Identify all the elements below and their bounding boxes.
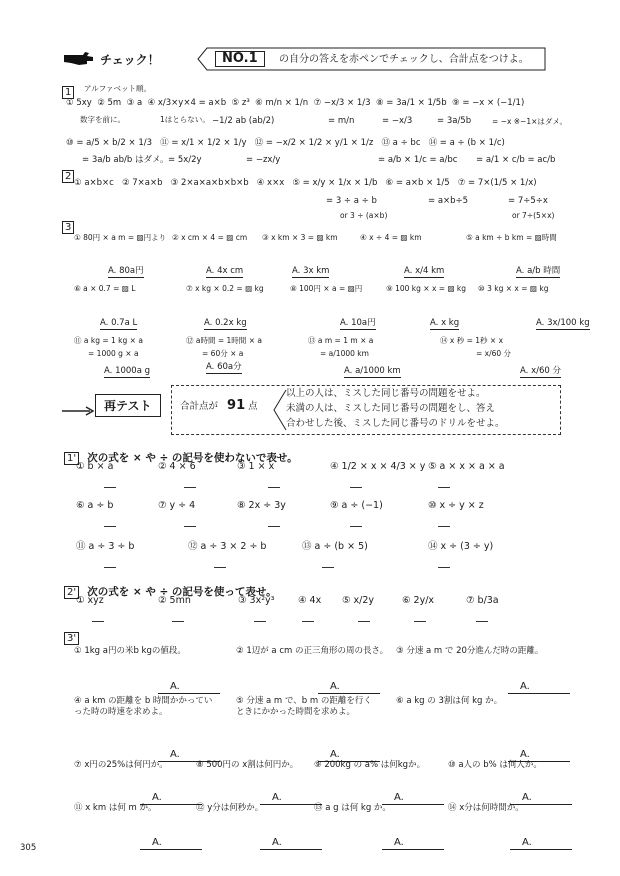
q2-blank-6[interactable] (414, 620, 426, 622)
q3-i6: ⑥ a kg の 3割は何 kg か。 (396, 696, 503, 706)
q1-r2-blank-5[interactable] (438, 525, 450, 527)
s1-r1-sub-1: −1/2 ab (ab/2) (212, 116, 275, 126)
q1-r1-blank-5[interactable] (438, 486, 450, 488)
q1-r2-blank-2[interactable] (184, 525, 196, 527)
s3-a5: A. a/b 時間 (516, 266, 560, 278)
q3-ans-10[interactable] (510, 785, 572, 805)
s3-a12: A. 60a分 (206, 362, 242, 374)
q1-r1-i1: ① b × a (76, 461, 114, 472)
s1-r1-i8: ⑧ = 3a/1 × 1/5b (375, 98, 447, 108)
s3-a7: A. 0.2x kg (204, 318, 247, 330)
q3-i5: ⑤ 分速 a m で、b m の距離を行く ときにかかった時間を求めよ。 (236, 696, 372, 718)
retest-label: 再テスト (95, 394, 161, 417)
q2-i7: ⑦ b/3a (466, 595, 499, 606)
s1-r1-sub-4: = 3a/5b (437, 116, 472, 126)
s3-i5: ⑤ a km ÷ b km = ▨時間 (466, 233, 557, 242)
s3-a8: A. 10a円 (340, 318, 376, 330)
s1-r1-i2: ② 5m (97, 98, 122, 108)
s1-r2-i3: ⑫ = −x/2 × 1/2 × y/1 × 1/z (254, 138, 374, 148)
q1-r2-i5: ⑩ x ÷ y × z (428, 500, 484, 511)
q3-i1: ① 1kg a円の米b kgの値段。 (74, 646, 186, 656)
q3-ans-11[interactable] (140, 830, 202, 850)
s3-i7: ⑦ x kg × 0.2 = ▨ kg (186, 284, 264, 293)
s3-a13: A. a/1000 km (344, 366, 401, 378)
s1-r2-i5: ⑭ = a ÷ (b × 1/c) (428, 138, 505, 148)
s3-a9: A. x kg (430, 318, 459, 330)
q1-r1-blank-3[interactable] (268, 486, 280, 488)
q2-i1: ① xyz (76, 595, 104, 606)
q3-ans-8[interactable] (260, 785, 322, 805)
q3-ans-5-prefix: A. (330, 749, 340, 760)
header-arrow-box (197, 47, 547, 71)
q1-r3-i2: ⑫ a ÷ 3 × 2 ÷ b (188, 541, 267, 552)
s3-a6: A. 0.7a L (100, 318, 137, 330)
section-2-number: 2 (62, 170, 74, 183)
score-unit: 点 (248, 401, 258, 412)
s2-sub-1: = 3 ÷ a ÷ b (326, 196, 377, 206)
q3-ans-6[interactable] (508, 742, 570, 762)
retest-line-2: 未満の人は、ミスした同じ番号の問題をし、答え (286, 403, 496, 414)
retest-line-1: 以上の人は、ミスした同じ番号の問題をせよ。 (286, 388, 486, 399)
s3-a1: A. 80a円 (108, 266, 144, 278)
s1-r2-sub-3: = −zx/y (246, 155, 281, 165)
s2-sub2-1: or 3 ÷ (a×b) (340, 211, 388, 220)
q3-i3: ③ 分速 a m で 20分進んだ時の距離。 (396, 646, 544, 656)
s1-r1-sub-3: = −x/3 (382, 116, 413, 126)
q3-ans-11-prefix: A. (152, 837, 162, 848)
q2-blank-2[interactable] (172, 620, 184, 622)
q1-r3-i1: ⑪ a ÷ 3 ÷ b (76, 541, 135, 552)
q3-ans-7-prefix: A. (152, 792, 162, 803)
retest-line-3: 合わせした後、ミスした同じ番号のドリルをせよ。 (286, 418, 505, 429)
s3-i12: ⑫ a時間 = 1時間 × a (186, 336, 262, 345)
s2-i4: ④ x×x (256, 178, 285, 188)
s3-i11: ⑪ a kg = 1 kg × a (74, 336, 143, 345)
q3-i13: ⑬ a g は何 kg か。 (314, 803, 391, 813)
q1-r3-blank-1[interactable] (104, 566, 116, 568)
s1-r2-sub-2: = 5x/2y (168, 155, 202, 165)
q1-r1-blank-2[interactable] (184, 486, 196, 488)
section-1-row-2 (66, 138, 505, 149)
q1-r2-i1: ⑥ a ÷ b (76, 500, 114, 511)
note-digits-first: 数字を前に。 (80, 115, 125, 124)
s1-r1-i3: ③ a (126, 98, 143, 108)
s3-a3: A. 3x km (292, 266, 329, 278)
s3-i10: ⑩ 3 kg × x = ▨ kg (478, 284, 549, 293)
score-text (180, 398, 258, 415)
q1-r2-blank-4[interactable] (350, 525, 362, 527)
q3-i10: ⑩ a人の b% は何人か。 (448, 760, 542, 770)
q3-ans-2-prefix: A. (330, 681, 340, 692)
s3-i2: ② x cm × 4 = ▨ cm (172, 233, 248, 242)
q1-r2-blank-1[interactable] (104, 525, 116, 527)
q3-ans-8-prefix: A. (272, 792, 282, 803)
s2-sub-2: = a×b÷5 (428, 196, 469, 206)
q1-r3-blank-3[interactable] (322, 566, 334, 568)
q1-r3-blank-4[interactable] (438, 566, 450, 568)
q3-i12: ⑫ y分は何秒か。 (196, 803, 264, 813)
retest-arrow (62, 401, 94, 420)
q3-ans-1-prefix: A. (170, 681, 180, 692)
q1-r2-i2: ⑦ y ÷ 4 (158, 500, 196, 511)
s1-r2-sub-4: = a/b × 1/c = a/bc (378, 155, 458, 165)
q3-ans-9[interactable] (382, 785, 444, 805)
q2-i6: ⑥ 2y/x (402, 595, 435, 606)
s3-a10: A. 3x/100 kg (536, 318, 590, 330)
q1-r1-i4: ④ 1/2 × x × 4/3 × y (330, 461, 426, 472)
q3-ans-1[interactable] (158, 674, 220, 694)
q2-blank-1[interactable] (92, 620, 104, 622)
s3-i1: ① 80円 × a m = ▨円より (74, 233, 167, 242)
s1-r1-i7: ⑦ −x/3 × 1/3 (313, 98, 371, 108)
s2-i5: ⑤ = x/y × 1/x × 1/b (292, 178, 378, 188)
q2-i3: ③ 3x²y³ (238, 595, 275, 606)
s3-sub14: = x/60 分 (476, 349, 512, 358)
q1-r1-blank-1[interactable] (104, 486, 116, 488)
q3-ans-13-prefix: A. (394, 837, 404, 848)
q3-i9: ⑨ 200kg の a% は何kgか。 (314, 760, 426, 770)
q3-ans-6-prefix: A. (520, 749, 530, 760)
section-1-number: 1 (62, 86, 74, 99)
q3-i7: ⑦ x円の25%は何円か。 (74, 760, 168, 770)
s1-r2-i4: ⑬ a ÷ bc (381, 138, 421, 148)
s1-r1-sub-5: = −x ※−1×はダメ。 (492, 117, 567, 126)
s1-r1-i9: ⑨ = −x × (−1/1) (452, 98, 525, 108)
s1-r1-sub-2: = m/n (328, 116, 355, 126)
q2-blank-3[interactable] (254, 620, 266, 622)
note-no-one: 1はとらない。 (160, 115, 210, 124)
s1-r2-i2: ⑪ = x/1 × 1/2 × 1/y (160, 138, 247, 148)
q1-r1-i5: ⑤ a × x × a × a (428, 461, 505, 472)
s3-sub12: = 60分 × a (202, 349, 244, 358)
s3-sub11: = 1000 g × a (88, 349, 139, 358)
s3-sub13: = a/1000 km (320, 349, 369, 358)
s3-i3: ③ x km × 3 = ▨ km (262, 233, 338, 242)
q3-ans-7[interactable] (140, 785, 202, 805)
page-number: 305 (20, 843, 37, 853)
retest-box (171, 385, 561, 435)
q2-blank-5[interactable] (358, 620, 370, 622)
q1-r3-i4: ⑭ x ÷ (3 ÷ y) (428, 541, 494, 552)
q3-i2: ② 1辺が a cm の正三角形の周の長さ。 (236, 646, 389, 656)
check-label: チェック！ (100, 53, 160, 67)
q3-ans-10-prefix: A. (522, 792, 532, 803)
q1-r3-i3: ⑬ a ÷ (b × 5) (302, 541, 368, 552)
score-value: 91 (227, 398, 246, 413)
s3-i9: ⑨ 100 kg × x = ▨ kg (386, 284, 467, 293)
q3-ans-4[interactable] (158, 742, 220, 762)
q2-title: 次の式を × や ÷ の記号を使って表せ。 (87, 586, 277, 598)
s1-r1-i4: ④ x/3×y×4 = a×b (147, 98, 227, 108)
q3-ans-13[interactable] (382, 830, 444, 850)
q1-r1-i3: ③ 1 × x (237, 461, 275, 472)
q2-i2: ② 5mn (158, 595, 191, 606)
q3-ans-12-prefix: A. (272, 837, 282, 848)
q3-ans-5[interactable] (318, 742, 380, 762)
s1-r1-i1: ① 5xy (66, 98, 92, 108)
q3-ans-2[interactable] (318, 674, 380, 694)
q2-i5: ⑤ x/2y (342, 595, 375, 606)
q1-r2-blank-3[interactable] (268, 525, 280, 527)
s3-i14: ⑭ x 秒 = 1秒 × x (440, 336, 504, 345)
q3-ans-3[interactable] (508, 674, 570, 694)
s2-i7: ⑦ = 7×(1/5 × 1/x) (457, 178, 537, 188)
q3-i14: ⑭ x分は何時間か。 (448, 803, 524, 813)
q1-r2-i3: ⑧ 2x ÷ 3y (237, 500, 286, 511)
s3-a14: A. x/60 分 (520, 366, 561, 378)
q3-ans-9-prefix: A. (394, 792, 404, 803)
s2-i3: ③ 2×a×a×b×b×b (170, 178, 249, 188)
s2-sub2-2: or 7÷(5×x) (512, 211, 555, 220)
s3-i13: ⑬ a m = 1 m × a (308, 336, 374, 345)
q3-ans-3-prefix: A. (520, 681, 530, 692)
header-instruction: の自分の答えを赤ペンでチェックし、合計点をつけよ。 (279, 54, 529, 65)
q1-number: 1' (64, 452, 79, 465)
q1-r2-i4: ⑨ a ÷ (−1) (330, 500, 383, 511)
s3-i6: ⑥ a × 0.7 = ▨ L (74, 284, 136, 293)
s2-i6: ⑥ = a×b × 1/5 (385, 178, 450, 188)
q2-i4: ④ 4x (298, 595, 322, 606)
score-prefix: 合計点が (180, 401, 219, 412)
q1-r1-blank-4[interactable] (350, 486, 362, 488)
q1-r3-blank-2[interactable] (214, 566, 226, 568)
q3-i11: ⑪ x km は何 m か。 (74, 803, 157, 813)
pointing-hand-icon (63, 51, 95, 71)
q2-blank-4[interactable] (302, 620, 314, 622)
s3-a4: A. x/4 km (404, 266, 444, 278)
section-1-row-1 (66, 98, 524, 109)
s1-r1-i6: ⑥ m/n × 1/n (255, 98, 309, 108)
s2-i1: ① a×b×c (74, 178, 114, 188)
q3-ans-14[interactable] (510, 830, 572, 850)
q3-ans-12[interactable] (260, 830, 322, 850)
s3-a11: A. 1000a g (104, 366, 150, 378)
s1-r2-i1: ⑩ = a/5 × b/2 × 1/3 (66, 138, 153, 148)
section-2-row-1 (74, 178, 537, 189)
no-label: NO.1 (215, 51, 265, 67)
s3-a2: A. 4x cm (206, 266, 243, 278)
q2-blank-7[interactable] (476, 620, 488, 622)
s2-i2: ② 7×a×b (121, 178, 163, 188)
q1-r1-i2: ② 4 × 6 (158, 461, 196, 472)
q3-ans-14-prefix: A. (522, 837, 532, 848)
q2-number: 2' (64, 586, 79, 599)
s1-r2-sub-5: = a/1 × c/b = ac/b (476, 155, 556, 165)
q3-i4: ④ a km の距離を b 時間かかってい った時の時速を求めよ。 (74, 696, 213, 718)
q3-ans-4-prefix: A. (170, 749, 180, 760)
s3-i4: ④ x ÷ 4 = ▨ km (360, 233, 422, 242)
q3-i8: ⑧ 500円の x割は何円か。 (196, 760, 299, 770)
s2-sub-3: = 7÷5÷x (508, 196, 548, 206)
q3-number: 3' (64, 632, 79, 645)
q1-title: 次の式を × や ÷ の記号を使わないで表せ。 (87, 452, 298, 464)
section-3-number: 3 (62, 221, 74, 234)
note-alphabet-order: アルファベット順。 (84, 84, 152, 93)
s1-r2-sub-1: = 3a/b ab/b はダメ。 (82, 155, 169, 165)
s3-i8: ⑧ 100円 × a = ▨円 (290, 284, 363, 293)
s1-r1-i5: ⑤ z³ (231, 98, 250, 108)
